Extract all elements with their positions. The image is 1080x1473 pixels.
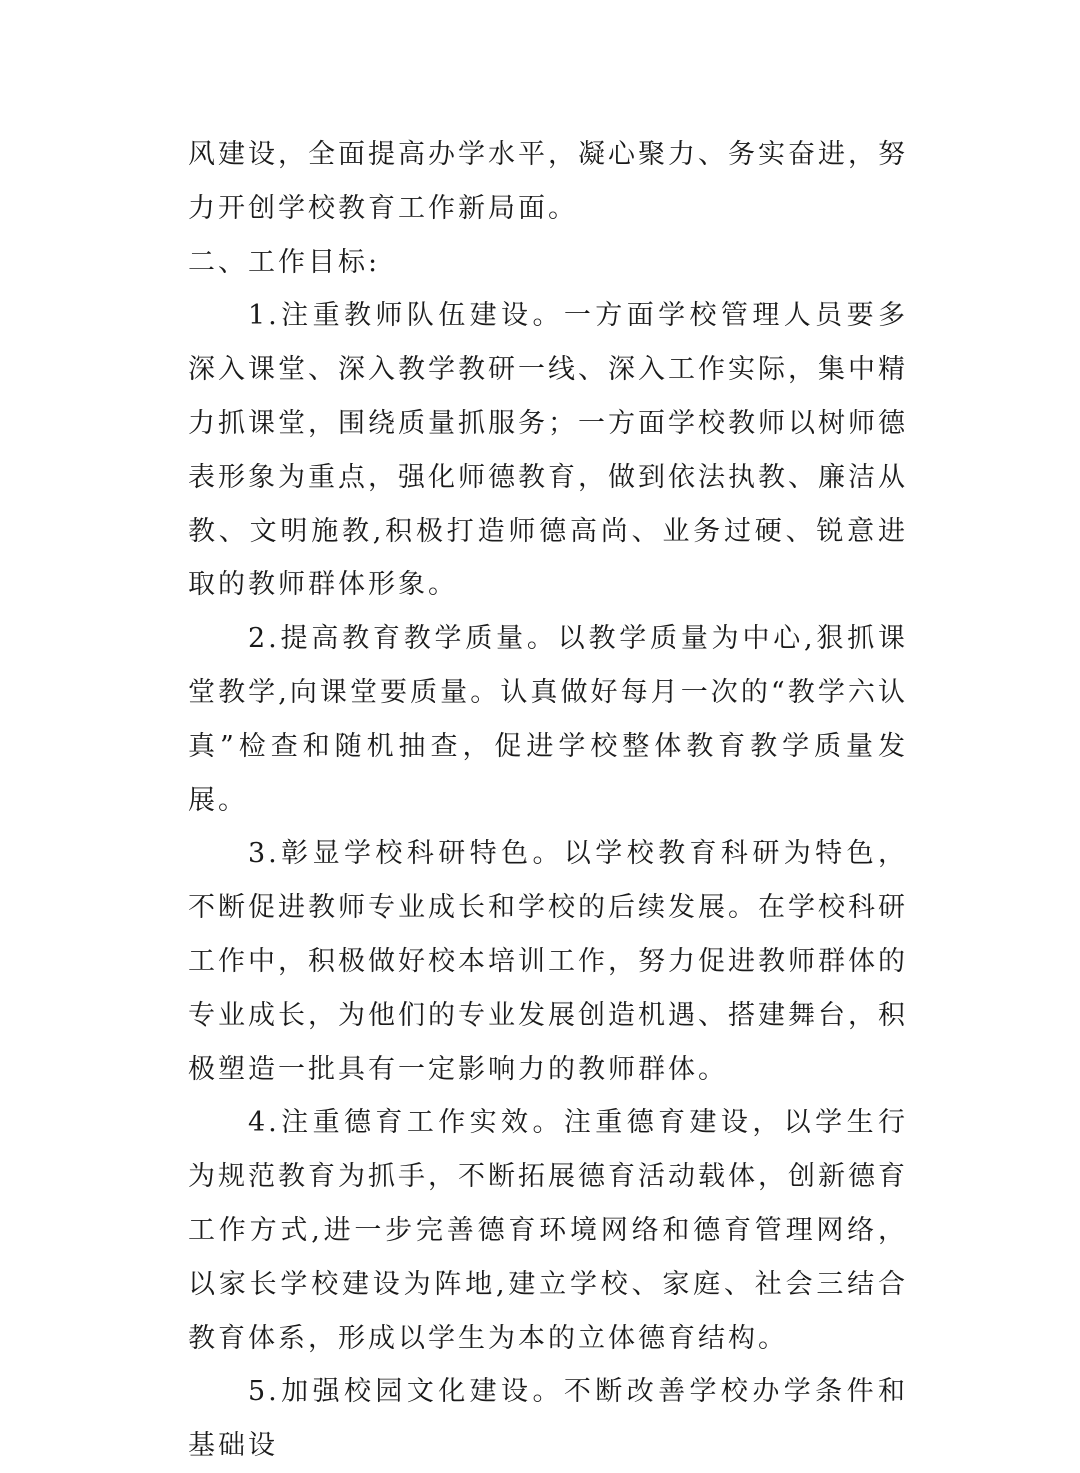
goal-item-teacher-team: 1.注重教师队伍建设。一方面学校管理人员要多深入课堂、深入教学教研一线、深入工作实际，集中精力抓课堂，围绕质量抓服务；一方面学校教师以树师德表形象为重点，强化师德教育，做到依法执教、廉洁从教、文明施教,积极打造师德高尚、业务过硬、锐意进取的教师群体形象。 bbox=[188, 300, 908, 601]
goal-item-campus-culture: 5.加强校园文化建设。不断改善学校办学条件和基础设 bbox=[188, 1376, 908, 1462]
section-heading-work-goals: 二、工作目标: bbox=[188, 246, 381, 278]
goal-item-teaching-quality: 2.提高教育教学质量。以教学质量为中心,狠抓课堂教学,向课堂要质量。认真做好每月一次的“教学六认真”检查和随机抽查，促进学校整体教育教学质量发展。 bbox=[188, 623, 908, 816]
paragraph-continuation: 风建设，全面提高办学水平，凝心聚力、务实奋进，努力开创学校教育工作新局面。 bbox=[188, 139, 908, 224]
goal-item-moral-education: 4.注重德育工作实效。注重德育建设，以学生行为规范教育为抓手，不断拓展德育活动载体，创新德育工作方式,进一步完善德育环境网络和德育管理网络，以家长学校建设为阵地,建立学校、家庭、社会三结合教育体系，形成以学生为本的立体德育结构。 bbox=[188, 1107, 908, 1354]
goal-item-research: 3.彰显学校科研特色。以学校教育科研为特色，不断促进教师专业成长和学校的后续发展。在学校科研工作中，积极做好校本培训工作，努力促进教师群体的专业成长，为他们的专业发展创造机遇、搭建舞台，积极塑造一批具有一定影响力的教师群体。 bbox=[188, 838, 908, 1085]
document-body bbox=[188, 128, 908, 1473]
